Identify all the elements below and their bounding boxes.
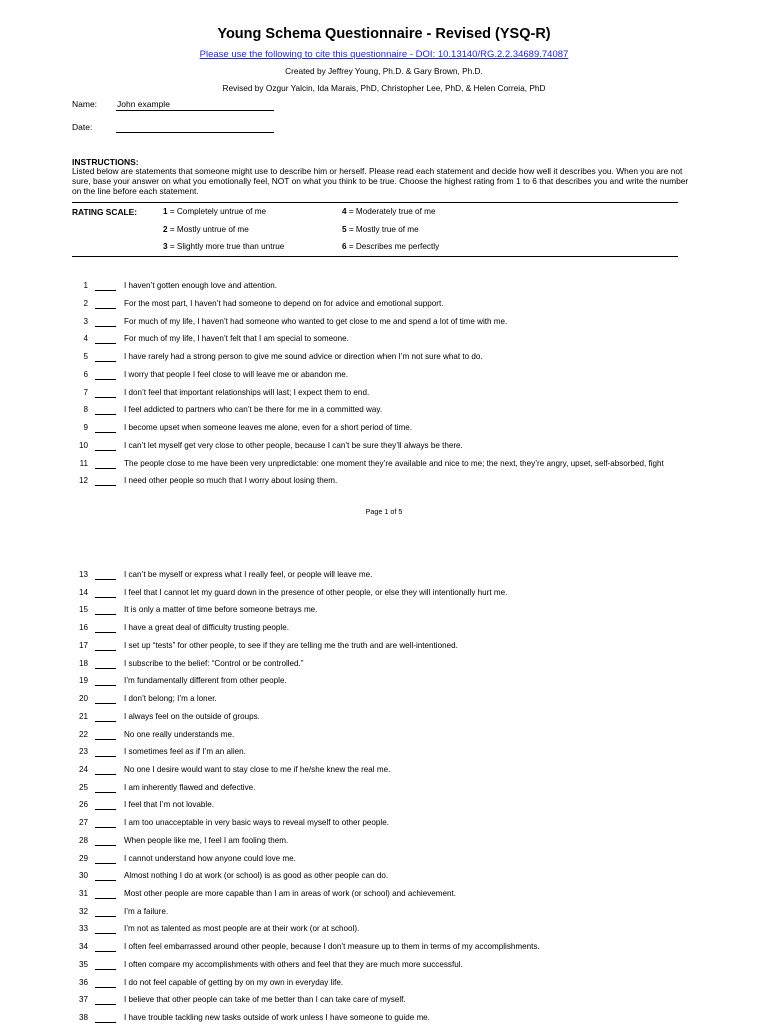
question-number: 23	[78, 747, 88, 757]
answer-blank[interactable]	[95, 668, 116, 669]
answer-blank[interactable]	[95, 650, 116, 651]
answer-blank[interactable]	[95, 845, 116, 846]
answer-blank[interactable]	[95, 468, 116, 469]
citation-link[interactable]: Please use the following to cite this questionnaire - DOI: 10.13140/RG.2.2.34689.74087	[199, 49, 569, 60]
name-label: Name:	[72, 99, 98, 109]
answer-blank[interactable]	[95, 414, 116, 415]
rating-scale-top-rule	[72, 202, 678, 203]
question-text: I often feel embarrassed around other people, because I don’t measure up to them in terms of my accomplishments.	[124, 942, 540, 952]
question-row	[72, 588, 752, 602]
question-text: I’m a failure.	[124, 906, 169, 916]
question-row	[72, 836, 752, 850]
answer-blank[interactable]	[95, 792, 116, 793]
question-row	[72, 783, 752, 797]
question-number: 4	[83, 334, 88, 344]
question-row	[72, 317, 752, 331]
question-text: I have trouble tackling new tasks outside of work unless I have someone to guide me.	[124, 1013, 430, 1022]
question-text: For the most part, I haven’t had someone to depend on for advice and emotional support.	[124, 298, 444, 308]
question-number: 32	[78, 906, 88, 916]
answer-blank[interactable]	[95, 597, 116, 598]
answer-blank[interactable]	[95, 987, 116, 988]
question-number: 25	[78, 782, 88, 792]
question-row	[72, 730, 752, 744]
rating-item: 1 = Completely untrue of me	[163, 207, 267, 216]
question-text: I have a great deal of difficulty trusting people.	[124, 623, 289, 633]
question-row	[72, 800, 752, 814]
question-number: 24	[78, 764, 88, 774]
question-row	[72, 659, 752, 673]
question-number: 12	[78, 476, 88, 486]
question-row	[72, 907, 752, 921]
page-number: Page 1 of 5	[365, 507, 403, 516]
question-row	[72, 871, 752, 885]
question-row	[72, 960, 752, 974]
question-row	[72, 942, 752, 956]
question-number: 10	[78, 440, 88, 450]
question-number: 9	[83, 423, 88, 432]
question-text: It is only a matter of time before someone betrays me.	[124, 605, 318, 615]
question-row	[72, 570, 752, 584]
question-number: 7	[83, 387, 88, 397]
question-number: 1	[83, 281, 88, 290]
question-text: I feel addicted to partners who can’t be there for me in a committed way.	[124, 405, 383, 415]
question-number: 19	[78, 676, 88, 686]
answer-blank[interactable]	[95, 916, 116, 917]
question-number: 20	[78, 694, 88, 703]
question-row	[72, 694, 752, 708]
question-row	[72, 299, 752, 313]
question-text: I worry that people I feel close to will leave me or abandon me.	[124, 369, 349, 379]
question-row	[72, 605, 752, 619]
question-text: No one really understands me.	[124, 729, 235, 739]
question-text: Almost nothing I do at work (or school) is as good as other people can do.	[124, 871, 389, 881]
answer-blank[interactable]	[95, 880, 116, 881]
date-label: Date:	[72, 122, 93, 132]
question-text: I sometimes feel as if I’m an alien.	[124, 747, 246, 757]
question-number: 29	[78, 853, 88, 863]
question-text: I have rarely had a strong person to give me sound advice or direction when I’m not sure what to do.	[124, 352, 483, 361]
question-row	[72, 459, 752, 473]
question-number: 18	[78, 658, 88, 668]
question-text: I feel that I’m not lovable.	[124, 800, 214, 810]
question-text: Most other people are more capable than I am in areas of work (or school) and achievement.	[124, 889, 457, 898]
rating-item: 3 = Slightly more true than untrue	[163, 242, 285, 251]
name-field[interactable]: John example	[117, 99, 170, 109]
answer-blank[interactable]	[95, 933, 116, 934]
answer-blank[interactable]	[95, 721, 116, 722]
question-text: For much of my life, I haven’t had someone who wanted to get close to me and spend a lot of time with me.	[124, 316, 508, 326]
question-text: The people close to me have been very unpredictable: one moment they’re available and nice to me; the next, they’re angry, upset, self-absorbed, fight	[124, 458, 664, 468]
question-text: I need other people so much that I worry about losing them.	[124, 476, 338, 486]
answer-blank[interactable]	[95, 1022, 116, 1023]
question-number: 14	[78, 587, 88, 597]
answer-blank[interactable]	[95, 632, 116, 633]
question-number: 17	[78, 640, 88, 650]
question-row	[72, 423, 752, 437]
question-row	[72, 1013, 752, 1027]
answer-blank[interactable]	[95, 1004, 116, 1005]
answer-blank[interactable]	[95, 450, 116, 451]
question-text: I’m fundamentally different from other people.	[124, 676, 287, 686]
question-row	[72, 623, 752, 637]
question-number: 21	[78, 711, 88, 721]
question-row	[72, 334, 752, 348]
question-row	[72, 995, 752, 1009]
question-number: 13	[78, 570, 88, 579]
question-row	[72, 676, 752, 690]
page-title: Young Schema Questionnaire - Revised (YSQ-R)	[217, 26, 551, 42]
question-number: 16	[78, 623, 88, 633]
question-text: I set up “tests” for other people, to see if they are telling me the truth and are well-intentioned.	[124, 640, 458, 650]
answer-blank[interactable]	[95, 343, 116, 344]
question-row	[72, 370, 752, 384]
question-text: I feel that I cannot let my guard down in the presence of other people, or else they will intentionally hurt me.	[124, 587, 508, 597]
question-number: 31	[78, 889, 88, 898]
question-number: 15	[78, 605, 88, 615]
question-text: I believe that other people can take of me better than I can take care of myself.	[124, 995, 406, 1005]
instructions-heading: INSTRUCTIONS:	[72, 157, 139, 167]
question-text: I don’t belong; I’m a loner.	[124, 694, 217, 703]
question-number: 30	[78, 871, 88, 881]
question-number: 22	[78, 729, 88, 739]
question-number: 27	[78, 818, 88, 828]
question-row	[72, 765, 752, 779]
question-text: I often compare my accomplishments with others and feel that they are much more successful.	[124, 959, 463, 969]
question-number: 37	[78, 995, 88, 1005]
question-text: For much of my life, I haven’t felt that I am special to someone.	[124, 334, 349, 344]
answer-blank[interactable]	[95, 361, 116, 362]
question-text: I cannot understand how anyone could love me.	[124, 853, 296, 863]
question-row	[72, 854, 752, 868]
name-underline	[116, 110, 274, 111]
question-text: I am inherently flawed and defective.	[124, 782, 256, 792]
revised-by-text: Revised by Ozgur Yalcin, Ida Marais, PhD, Christopher Lee, PhD, & Helen Correia, PhD	[222, 83, 546, 93]
answer-blank[interactable]	[95, 614, 116, 615]
question-row	[72, 818, 752, 832]
question-number: 5	[83, 352, 88, 361]
question-row	[72, 889, 752, 903]
answer-blank[interactable]	[95, 485, 116, 486]
answer-blank[interactable]	[95, 397, 116, 398]
answer-blank[interactable]	[95, 379, 116, 380]
rating-scale-bottom-rule	[72, 256, 678, 257]
answer-blank[interactable]	[95, 579, 116, 580]
question-text: I can’t be myself or express what I really feel, or people will leave me.	[124, 570, 373, 579]
answer-blank[interactable]	[95, 898, 116, 899]
answer-blank[interactable]	[95, 703, 116, 704]
question-row	[72, 476, 752, 490]
question-number: 2	[83, 298, 88, 308]
question-row	[72, 712, 752, 726]
question-row	[72, 388, 752, 402]
question-text: I become upset when someone leaves me alone, even for a short period of time.	[124, 423, 412, 432]
answer-blank[interactable]	[95, 290, 116, 291]
question-number: 34	[78, 942, 88, 952]
answer-blank[interactable]	[95, 739, 116, 740]
date-underline	[116, 132, 274, 133]
question-number: 38	[78, 1013, 88, 1022]
answer-blank[interactable]	[95, 969, 116, 970]
question-number: 6	[83, 369, 88, 379]
rating-item: 6 = Describes me perfectly	[342, 242, 440, 251]
question-row	[72, 978, 752, 992]
rating-item: 5 = Mostly true of me	[342, 225, 419, 234]
answer-blank[interactable]	[95, 308, 116, 309]
instructions-text: Listed below are statements that someone might use to describe him or herself. Please read each statement and decide how well it describes you. When you are not sure, base your answer on what you emotionally feel, NOT on what you think to be true. Choose the highest rating from 1 to 6 that describes you and write the number on the line before each statement.	[72, 166, 689, 196]
question-row	[72, 924, 752, 938]
question-number: 11	[79, 458, 88, 468]
rating-item: 2 = Mostly untrue of me	[163, 225, 249, 234]
answer-blank[interactable]	[95, 951, 116, 952]
answer-blank[interactable]	[95, 326, 116, 327]
answer-blank[interactable]	[95, 863, 116, 864]
rating-scale-label: RATING SCALE:	[72, 207, 137, 217]
question-row	[72, 281, 752, 295]
question-text: I don’t feel that important relationships will last; I expect them to end.	[124, 387, 370, 397]
question-row	[72, 641, 752, 655]
question-number: 35	[78, 959, 88, 969]
question-text: I subscribe to the belief: “Control or be controlled.”	[124, 658, 304, 668]
question-row	[72, 405, 752, 419]
question-number: 28	[78, 835, 88, 845]
answer-blank[interactable]	[95, 827, 116, 828]
question-row	[72, 352, 752, 366]
answer-blank[interactable]	[95, 685, 116, 686]
question-text: I am too unacceptable in very basic ways to reveal myself to other people.	[124, 818, 389, 828]
answer-blank[interactable]	[95, 774, 116, 775]
question-text: I always feel on the outside of groups.	[124, 711, 260, 721]
question-text: I haven’t gotten enough love and attention.	[124, 281, 278, 290]
question-text: I can’t let myself get very close to other people, because I can’t be sure they’ll always be there.	[124, 440, 463, 450]
question-text: I do not feel capable of getting by on my own in everyday life.	[124, 977, 344, 987]
question-row	[72, 441, 752, 455]
question-number: 33	[78, 924, 88, 934]
question-number: 3	[83, 316, 88, 326]
answer-blank[interactable]	[95, 756, 116, 757]
question-number: 36	[78, 977, 88, 987]
answer-blank[interactable]	[95, 809, 116, 810]
question-row	[72, 747, 752, 761]
answer-blank[interactable]	[95, 432, 116, 433]
question-text: I’m not as talented as most people are at their work (or at school).	[124, 924, 360, 934]
created-by-text: Created by Jeffrey Young, Ph.D. & Gary Brown, Ph.D.	[285, 66, 483, 76]
question-text: No one I desire would want to stay close to me if he/she knew the real me.	[124, 764, 391, 774]
rating-item: 4 = Moderately true of me	[342, 207, 436, 216]
question-number: 8	[83, 405, 88, 415]
question-number: 26	[78, 800, 88, 810]
question-text: When people like me, I feel I am fooling them.	[124, 835, 289, 845]
